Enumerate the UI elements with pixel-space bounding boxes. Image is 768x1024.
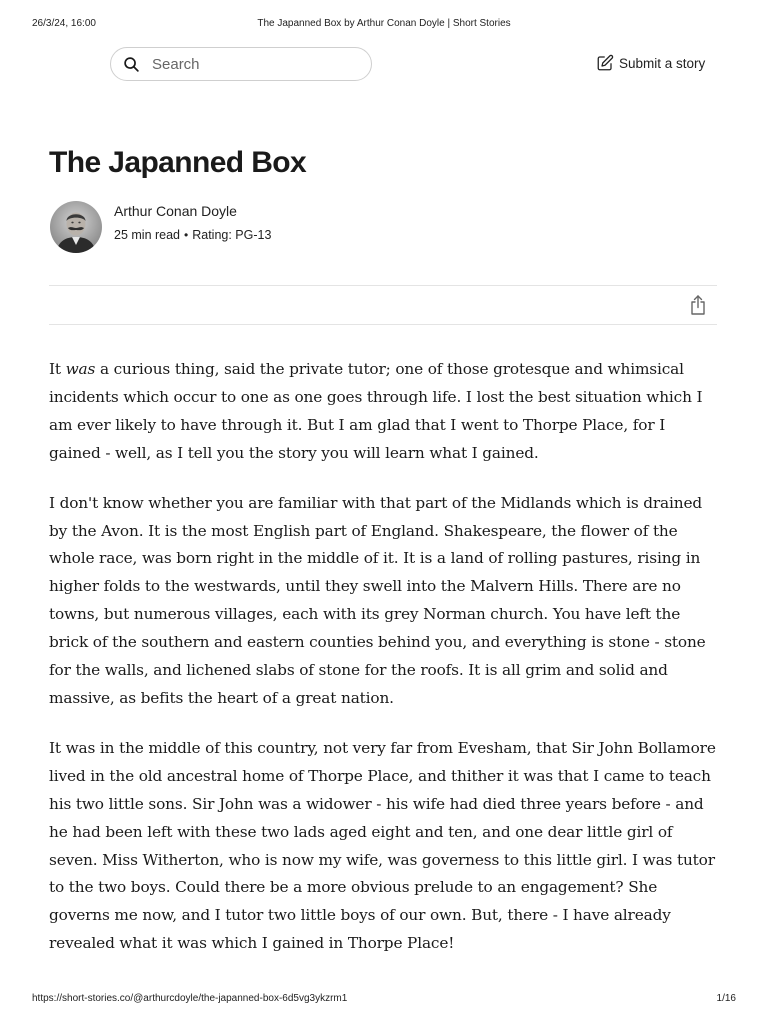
print-page-number: 1/16 bbox=[716, 993, 736, 1004]
story-rating: Rating: PG-13 bbox=[192, 228, 272, 242]
meta-separator: • bbox=[184, 228, 189, 242]
divider-top bbox=[49, 285, 717, 286]
divider-bottom bbox=[49, 324, 717, 325]
print-url: https://short-stories.co/@arthurcdoyle/the-japanned-box-6d5vg3ykzrm1 bbox=[32, 993, 348, 1004]
paragraph-text: a curious thing, said the private tutor; one of those grotesque and whimsical incidents which occur to one as one goes through life. I lost the best situation which I am ever likely to have through it. But I am glad that I went to Thorpe Place, for I gained - well, as I tell you the story you will learn what I gained. bbox=[49, 360, 703, 462]
story-title: The Japanned Box bbox=[49, 146, 307, 179]
story-paragraph: I don't know whether you are familiar with that part of the Midlands which is drained by the Avon. It is the most English part of England. Shakespeare, the flower of the whole race, was born right in the middle of it. It is a land of rolling pastures, rising in higher folds to the westwards, until they swell into the Malvern Hills. There are no towns, but numerous villages, each with its grey Norman church. You have left the brick of the southern and eastern counties behind you, and everything is stone - stone for the walls, and lichened slabs of stone for the roofs. It is all grim and solid and massive, as befits the heart of a great nation. bbox=[49, 493, 706, 707]
paragraph-emphasis: was bbox=[65, 360, 96, 378]
print-page-title: The Japanned Box by Arthur Conan Doyle | Short Stories bbox=[257, 18, 511, 29]
print-date: 26/3/24, 16:00 bbox=[32, 18, 96, 29]
pencil-square-icon bbox=[596, 54, 614, 72]
share-button[interactable] bbox=[688, 294, 708, 316]
search-icon bbox=[123, 56, 140, 73]
author-avatar[interactable] bbox=[50, 201, 102, 253]
story-body bbox=[49, 356, 719, 980]
share-icon bbox=[688, 294, 708, 316]
story-meta bbox=[114, 228, 271, 242]
paragraph-text: It bbox=[49, 360, 66, 378]
print-header bbox=[32, 18, 736, 32]
submit-story-button[interactable] bbox=[596, 54, 705, 72]
author-portrait-image bbox=[50, 201, 102, 253]
submit-story-label: Submit a story bbox=[619, 55, 706, 71]
read-time: 25 min read bbox=[114, 228, 181, 242]
search-box[interactable] bbox=[110, 47, 372, 81]
search-input[interactable] bbox=[152, 56, 352, 73]
story-paragraph bbox=[49, 356, 719, 468]
print-footer bbox=[32, 993, 736, 1007]
story-paragraph: It was in the middle of this country, not very far from Evesham, that Sir John Bollamore lived in the old ancestral home of Thorpe Place, and thither it was that I came to teach his two little sons. Sir John was a widower - his wife had died three years before - and he had been left with these two lads aged eight and ten, and one dear little girl of seven. Miss Witherton, who is now my wife, was governess to this little girl. I was tutor to the two boys. Could there be a more obvious prelude to an engagement? She governs me now, and I tutor two little boys of our own. But, there - I have already revealed what it was which I gained in Thorpe Place! bbox=[49, 738, 716, 953]
author-name-link[interactable]: Arthur Conan Doyle bbox=[114, 203, 237, 219]
